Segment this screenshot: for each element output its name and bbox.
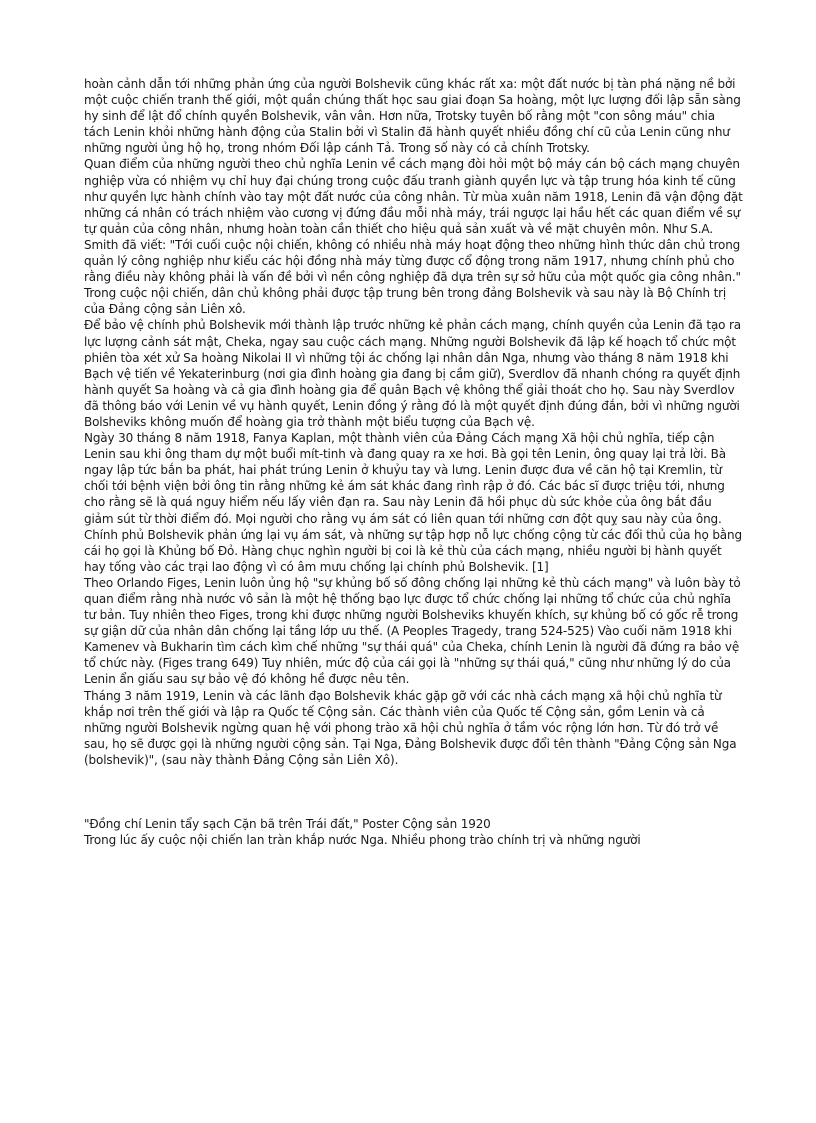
paragraph-red-terror: Chính phủ Bolshevik phản ứng lại vụ ám sát, và những sự tập hợp nỗ lực chống cộng từ các đối thủ của họ bằng cái họ gọi là Khủng bố Đỏ. Hàng chục nghìn người bị coi là kẻ thù của cách mạng, nhiều người bị hành quyết hay tống vào các trại lao động vì có âm mưu chống lại chính phủ Bolshevik. [1] — [84, 527, 742, 574]
paragraph-trotsky-context: hoàn cảnh dẫn tới những phản ứng của người Bolshevik cũng khác rất xa: một đất nước bị tàn phá nặng nề bởi một cuộc chiến tranh thế giới, một quần chúng thất học sau giai đoạn Sa hoàng, một lực lượng đối lập sẵn sàng hy sinh để lật đổ chính quyền Bolshevik, vân vân. Hơn nữa, Trotsky tuyên bố rằng một "con sông máu" chia tách Lenin khỏi những hành động của Stalin bởi vì Stalin đã hành quyết nhiều đồng chí cũ của Lenin cũng như những người ủng hộ họ, trong nhóm Đối lập cánh Tả. Trong số này có cả chính Trotsky. — [84, 77, 741, 156]
paragraph-leninist-cadre: Quan điểm của những người theo chủ nghĩa Lenin về cách mạng đòi hỏi một bộ máy cán bộ cách mạng chuyên nghiệp vừa có nhiệm vụ chỉ huy đại chúng trong cuộc đấu tranh giành quyền lực và tập trung hóa kinh tế cũng như quyền lực hành chính vào tay một đất nước của công nhân. Từ mùa xuân năm 1918, Lenin đã vận động đặt những cá nhân có trách nhiệm vào cương vị đứng đầu mỗi nhà máy, trái ngược lại hầu hết các quan điểm về sự tự quản của công nhân, nhưng hoàn toàn cần thiết cho hiệu quả sản xuất và về mặt chuyên môn. Như S.A. Smith đã viết: "Tới cuối cuộc nội chiến, không có nhiều nhà máy hoạt động theo những hình thức dân chủ trong quản lý công nghiệp như kiểu các hội đồng nhà máy từng được cổ động trong năm 1917, nhưng chính phủ cho rằng điều này không phải là vấn đề bởi vì nền công nghiệp đã dựa trên sự sở hữu của một quốc gia công nhân." Trong cuộc nội chiến, dân chủ không phải được tập trung bên trong đảng Bolshevik và sau này là Bộ Chính trị của Đảng cộng sản Liên xô. — [84, 157, 743, 317]
paragraph-cheka-tsar: Để bảo vệ chính phủ Bolshevik mới thành lập trước những kẻ phản cách mạng, chính quyền của Lenin đã tạo ra lực lượng cảnh sát mật, Cheka, ngay sau cuộc cách mạng. Những người Bolshevik đã lập kế hoạch tổ chức một phiên tòa xét xử Sa hoàng Nikolai II vì những tội ác chống lại nhân dân Nga, nhưng vào tháng 8 năm 1918 khi Bạch vệ tiến về Yekaterinburg (nơi gia đình hoàng gia đang bị cầm giữ), Sverdlov đã nhanh chóng ra quyết định hành quyết Sa hoàng và cả gia đình hoàng gia để quân Bạch vệ không thể giải thoát cho họ. Sau này Sverdlov đã thông báo với Lenin về vụ hành quyết, Lenin đồng ý rằng đó là một quyết định đúng đắn, bởi vì những người Bolsheviks không muốn để hoàng gia trở thành một biểu tượng của Bạch vệ. — [84, 318, 741, 429]
paragraph-figes: Theo Orlando Figes, Lenin luôn ủng hộ "sự khủng bố số đông chống lại những kẻ thù cách mạng" và luôn bày tỏ quan điểm rằng nhà nước vô sản là một hệ thống bạo lực được tổ chức chống lại những tổ chức của chủ nghĩa tư bản. Tuy nhiên theo Figes, trong khi được những người Bolsheviks khuyến khích, sự khủng bố có gốc rễ trong sự giận dữ của nhân dân chống lại tầng lớp ưu thế. (A Peoples Tragedy, trang 524-525) Vào cuối năm 1918 khi Kamenev và Bukharin tìm cách kìm chế những "sự thái quá" của Cheka, chính Lenin là người đã đứng ra bảo vệ tổ chức này. (Figes trang 649) Tuy nhiên, mức độ của cái gọi là "những sự thái quá," cũng như những lý do của Lenin ẩn giấu sau sự bảo vệ đó không hề được nêu tên. — [84, 575, 741, 687]
poster-caption: "Đồng chí Lenin tẩy sạch Cặn bã trên Trái đất," Poster Cộng sản 1920 — [84, 817, 491, 832]
paragraph-comintern: Tháng 3 năm 1919, Lenin và các lãnh đạo Bolshevik khác gặp gỡ với các nhà cách mạng xã hội chủ nghĩa từ khắp nơi trên thế giới và lập ra Quốc tế Cộng sản. Các thành viên của Quốc tế Cộng sản, gồm Lenin và cả những người Bolshevik ngừng quan hệ với phong trào xã hội chủ nghĩa ở tầm vóc rộng lớn hơn. Từ đó trở về sau, họ sẽ được gọi là những người cộng sản. Tại Nga, Đảng Bolshevik được đổi tên thành "Đảng Cộng sản Nga (bolshevik)", (sau này thành Đảng Cộng sản Liên Xô). — [84, 688, 737, 767]
paragraph-kaplan-assassination: Ngày 30 tháng 8 năm 1918, Fanya Kaplan, một thành viên của Đảng Cách mạng Xã hội chủ nghĩa, tiếp cận Lenin sau khi ông tham dự một buổi mít-tinh và đang quay ra xe hơi. Bà gọi tên Lenin, ông quay lại trả lời. Bà ngay lập tức bắn ba phát, hai phát trúng Lenin ở khuỷu tay và lưng. Lenin được đưa về căn hộ tại Kremlin, từ chối tới bệnh viện bởi ông tin rằng những kẻ ám sát khác đang rình rập ở đó. Các bác sĩ được triệu tới, nhưng cho rằng sẽ là quá nguy hiểm nếu lấy viên đạn ra. Sau này Lenin đã hồi phục dù sức khỏe của ông bắt đầu giảm sút từ thời điểm đó. Mọi người cho rằng vụ ám sát có liên quan tới những cơn đột quỵ sau này của ông. — [84, 431, 726, 526]
paragraph-civil-war: Trong lúc ấy cuộc nội chiến lan tràn khắp nước Nga. Nhiều phong trào chính trị và những người — [84, 833, 641, 848]
document-page — [84, 76, 744, 848]
image-placeholder-gap — [84, 768, 744, 816]
